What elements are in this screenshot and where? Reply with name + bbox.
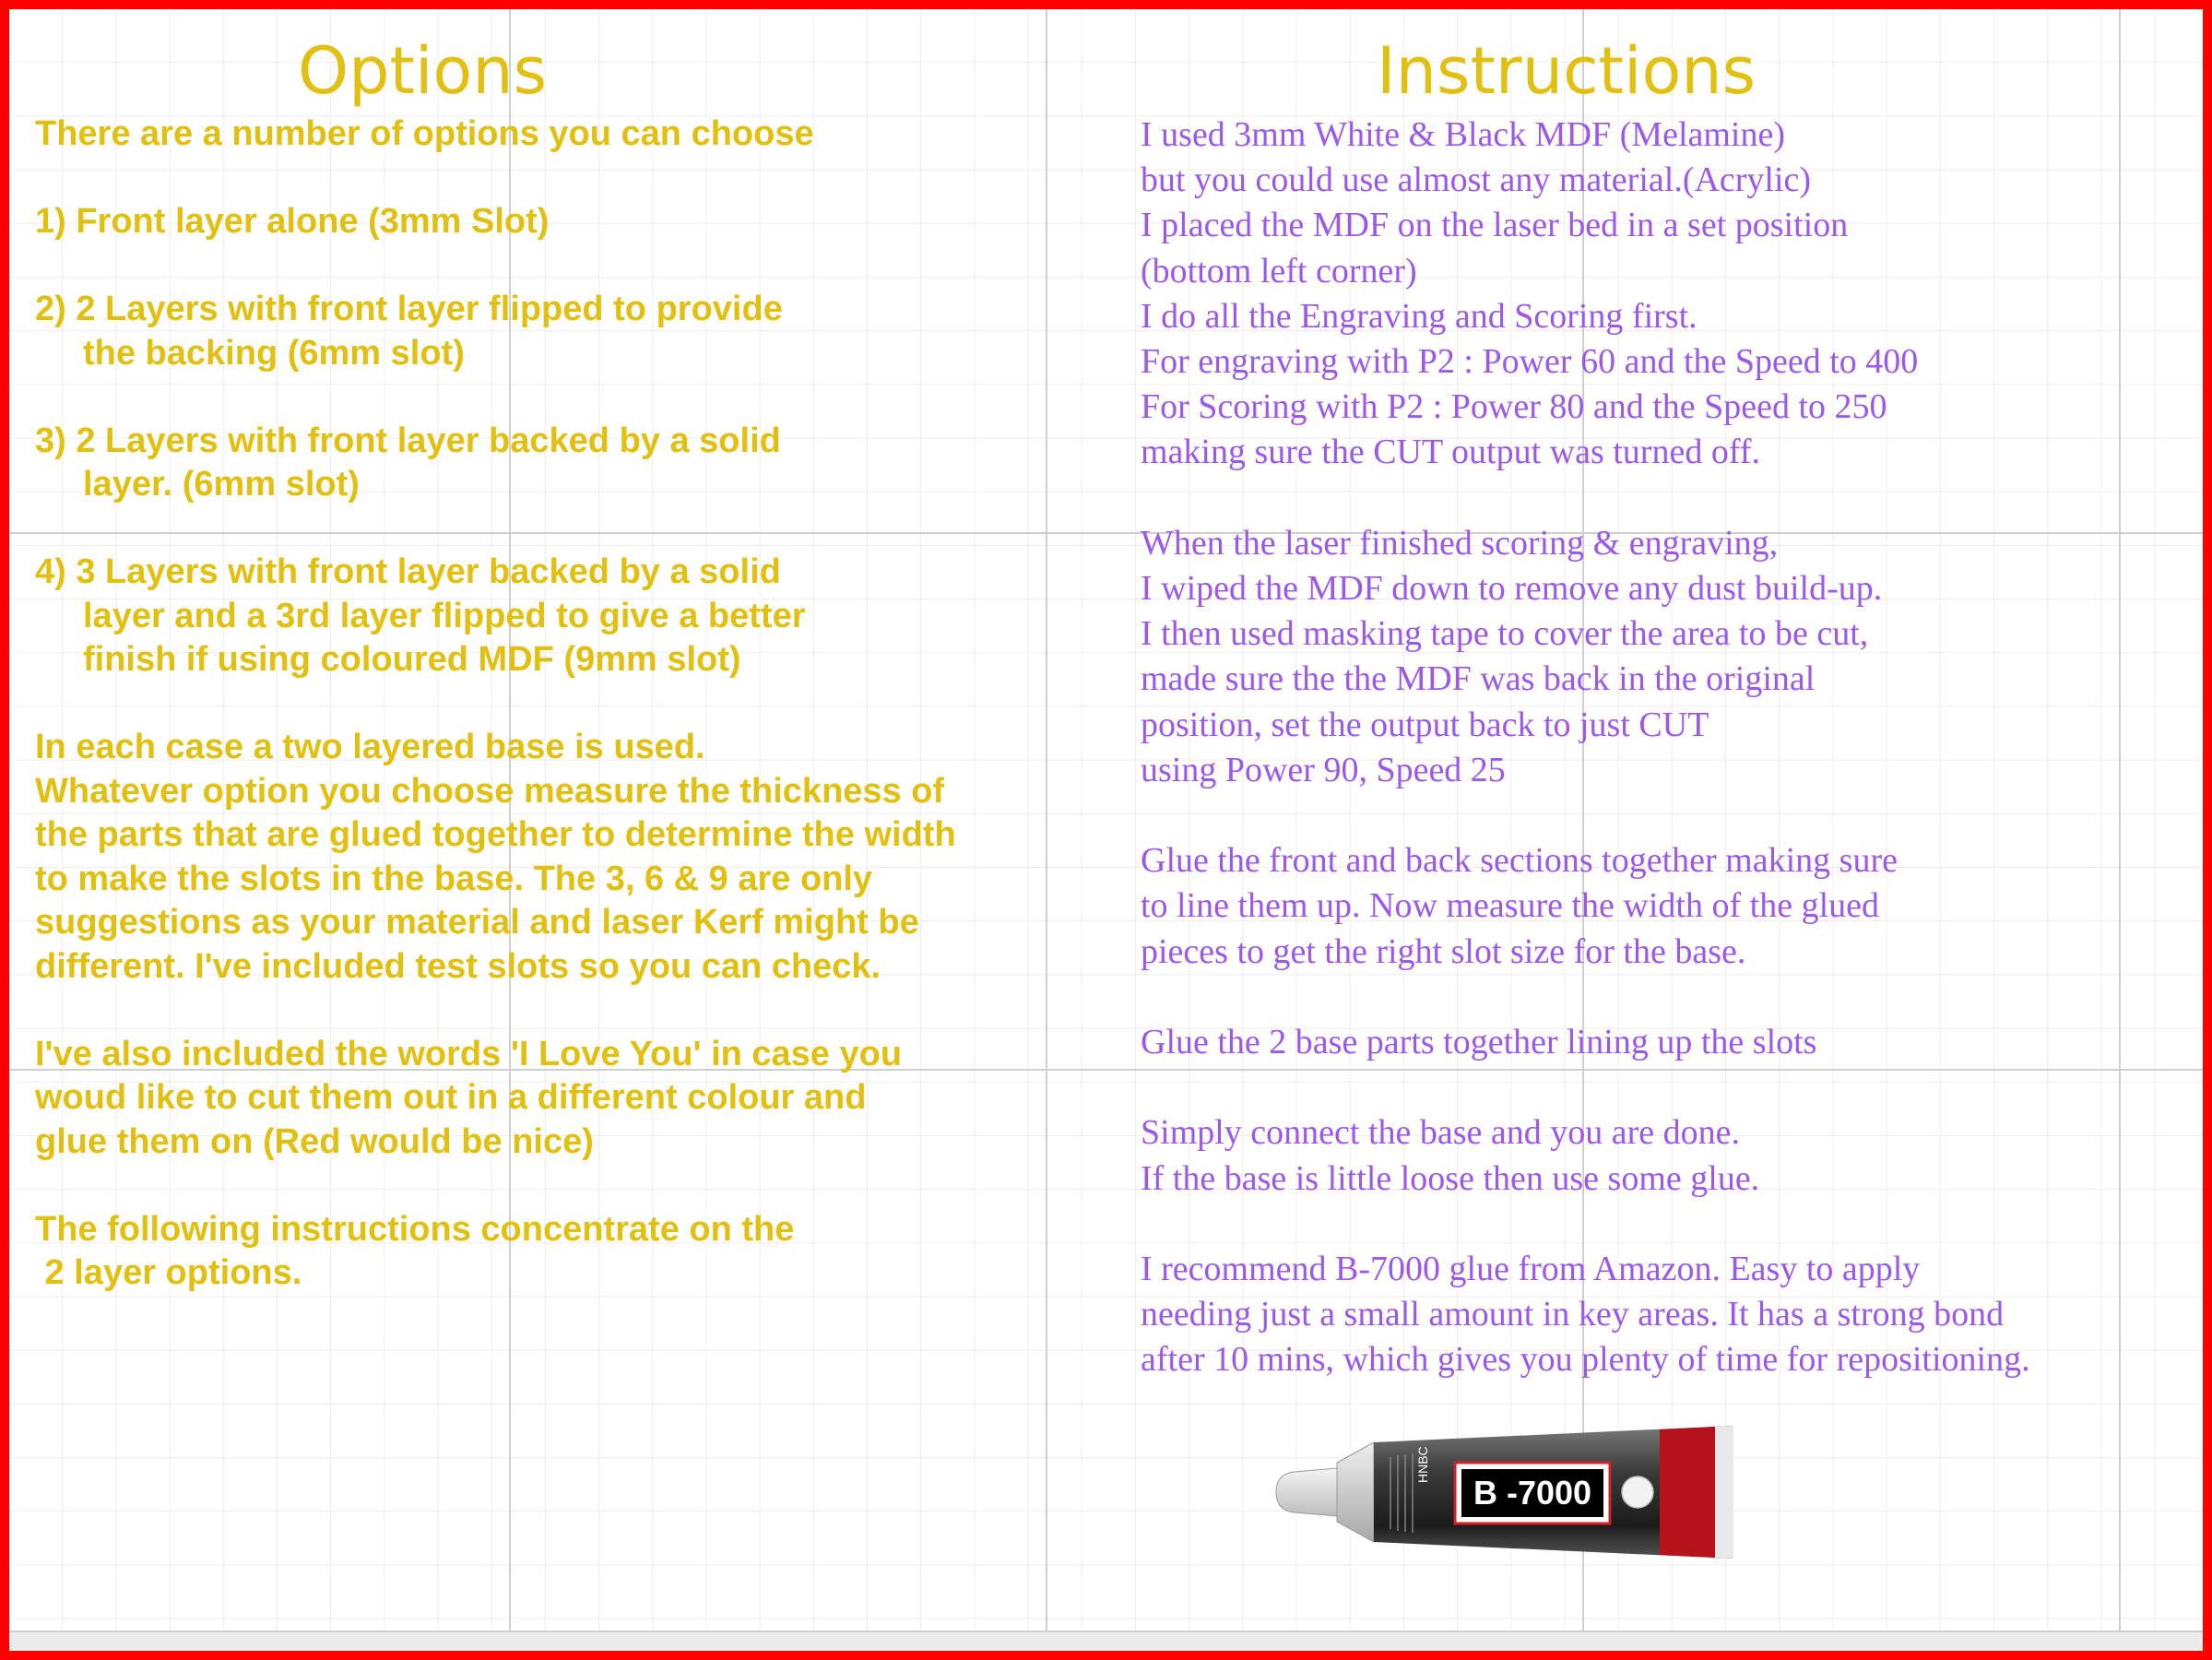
instruction-line: I placed the MDF on the laser bed in a set position [1141, 206, 1849, 245]
instruction-line: after 10 mins, which gives you plenty of time for repositioning. [1141, 1340, 2030, 1380]
instruction-line: position, set the output back to just CUT [1141, 705, 1709, 744]
option-2-line-2: the backing (6mm slot) [83, 333, 465, 373]
bottom-band [9, 1630, 2203, 1651]
instruction-line: making sure the CUT output was turned off. [1141, 433, 1760, 472]
instruction-line: I wiped the MDF down to remove any dust build-up. [1141, 569, 1883, 609]
base-paragraph-line: to make the slots in the base. The 3, 6 & 9 are only [35, 859, 873, 898]
instruction-line: When the laser finished scoring & engraving, [1141, 523, 1779, 563]
instruction-line: needing just a small amount in key areas. It has a strong bond [1141, 1295, 2005, 1334]
following-paragraph-line: 2 layer options. [35, 1253, 302, 1292]
option-2-line-1: 2) 2 Layers with front layer flipped to provide [35, 290, 783, 328]
option-3-line-1: 3) 2 Layers with front layer backed by a solid [35, 421, 781, 460]
instruction-line: If the base is little loose then use some glue. [1141, 1158, 1760, 1198]
instruction-line: using Power 90, Speed 25 [1141, 750, 1506, 789]
instruction-line: I then used masking tape to cover the area to be cut, [1141, 614, 1869, 654]
base-paragraph-line: different. I've included test slots so you can check. [35, 946, 881, 986]
base-paragraph-line: suggestions as your material and laser Kerf might be [35, 903, 919, 942]
option-3-line-2: layer. (6mm slot) [83, 465, 360, 504]
instruction-line: to line them up. Now measure the width of the glued [1141, 886, 1879, 926]
option-4-line-2: layer and a 3rd layer flipped to give a better [83, 596, 806, 635]
instruction-line: I do all the Engraving and Scoring first. [1141, 296, 1697, 336]
base-paragraph-line: Whatever option you choose measure the thickness of [35, 771, 945, 811]
instructions-heading: Instructions [1377, 33, 1757, 109]
instruction-line: pieces to get the right slot size for the base. [1141, 931, 1746, 971]
love-paragraph-line: woud like to cut them out in a different colour and [35, 1078, 867, 1117]
base-paragraph-line: In each case a two layered base is used. [35, 728, 705, 766]
love-paragraph-line: glue them on (Red would be nice) [35, 1121, 594, 1161]
instruction-line: but you could use almost any material.(Acrylic) [1141, 160, 1812, 200]
instruction-line: made sure the the MDF was back in the original [1141, 659, 1816, 699]
option-4-line-1: 4) 3 Layers with front layer backed by a solid [35, 552, 781, 591]
base-paragraph-line: the parts that are glued together to determine the width [35, 815, 956, 854]
options-heading: Options [298, 33, 548, 109]
following-paragraph-line: The following instructions concentrate on the [35, 1209, 795, 1249]
option-1: 1) Front layer alone (3mm Slot) [35, 202, 550, 241]
instructions-list [1141, 113, 2201, 1383]
product-brand: HNBC [1415, 1446, 1430, 1483]
options-intro: There are a number of options you can choose [35, 114, 814, 153]
instruction-line: Glue the 2 base parts together lining up the slots [1141, 1023, 1817, 1062]
love-paragraph-line: I've also included the words 'I Love You' in case you [35, 1034, 903, 1073]
instruction-line: I used 3mm White & Black MDF (Melamine) [1141, 115, 1786, 154]
product-label: B -7000 [1473, 1474, 1592, 1512]
instruction-line: (bottom left corner) [1141, 251, 1417, 290]
instruction-line: For engraving with P2 : Power 60 and the Speed to 400 [1141, 342, 1919, 382]
option-4-line-3: finish if using coloured MDF (9mm slot) [83, 640, 741, 679]
instruction-line: For Scoring with P2 : Power 80 and the Speed to 250 [1141, 387, 1887, 427]
options-list [35, 113, 1077, 1296]
instruction-line: I recommend B-7000 glue from Amazon. Easy to apply [1141, 1250, 1921, 1288]
instruction-line: Glue the front and back sections together making sure [1141, 841, 1898, 881]
instruction-line: Simply connect the base and you are done. [1141, 1113, 1741, 1153]
